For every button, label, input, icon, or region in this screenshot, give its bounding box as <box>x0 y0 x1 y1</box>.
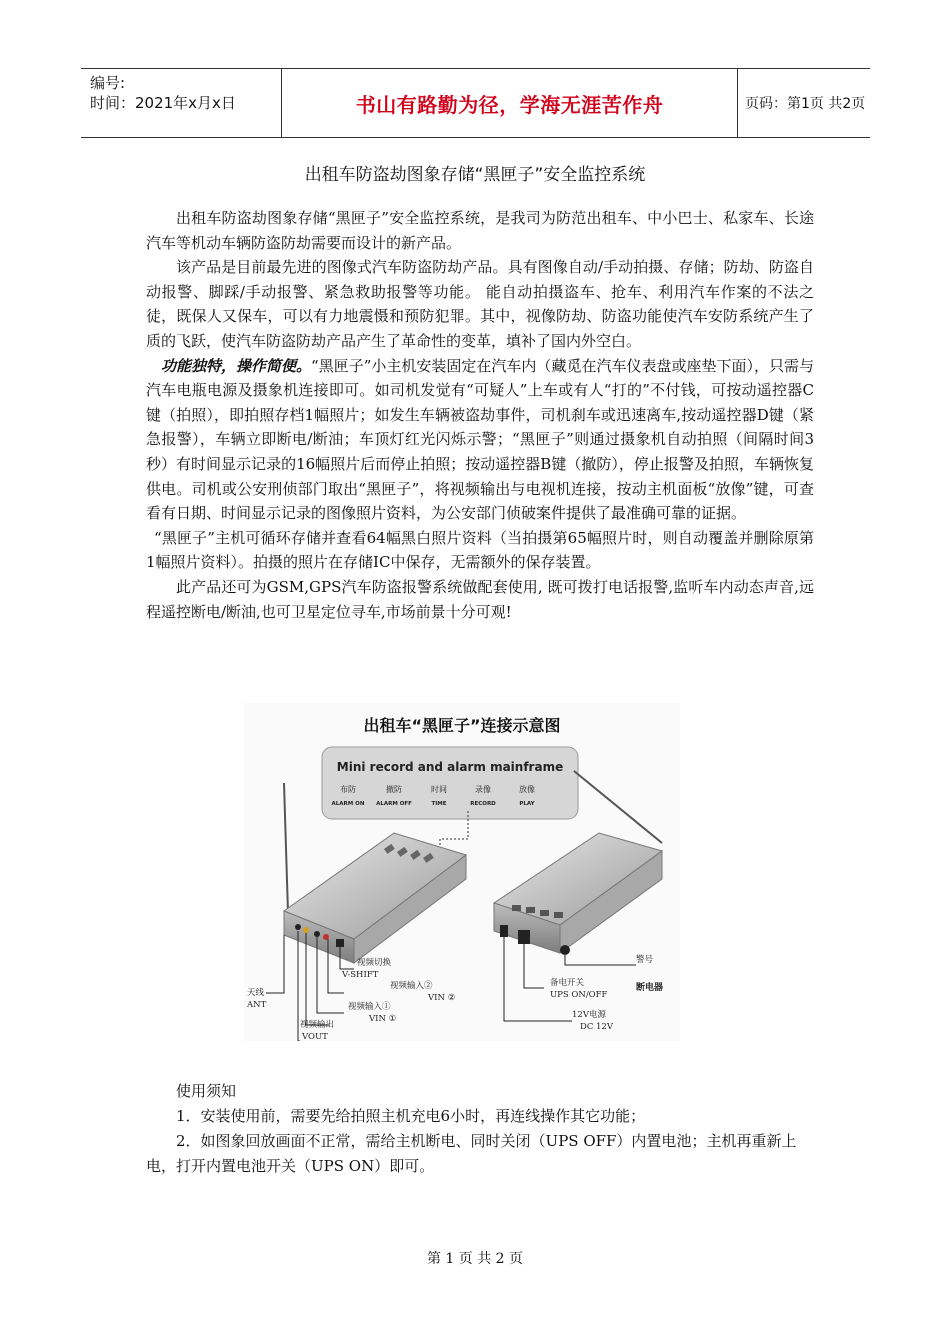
btn-play-cn: 放像 <box>519 785 535 794</box>
paragraph-intro: 出租车防盗劫图象存储“黑匣子”安全监控系统，是我司为防范出租车、中小巴士、私家车、长途汽车等机动车辆防盗防劫需要而设计的新产品。 <box>146 209 814 252</box>
paragraph-storage: “黑匣子”主机可循环存储并查看64幅黑白照片资料（当拍摄第65幅照片时，则自动覆盖并删除原第1幅照片资料）。拍摄的照片在存储IC中保存，无需额外的保存装置。 <box>146 528 814 572</box>
label-vin1-en: VIN ① <box>369 1014 397 1024</box>
label-alarm-cn: 警号 <box>636 955 654 965</box>
connection-diagram <box>244 703 680 1041</box>
label-vshift-cn: 视频切换 <box>357 958 392 968</box>
paragraph-operation-text: “黑匣子”小主机安装固定在汽车内（藏觅在汽车仪表盘或座垫下面），只需与汽车电瓶电源及摄象机连接即可。如司机发觉有“可疑人”上车或有人“打的”不付钱，可按动遥控器C键（拍照），即拍照存档1幅照片；如发生车辆被盗劫事件，司机刹车或迅速离车,按动遥控器D键（紧急报警），车辆立即断电/断油；车顶灯红光闪烁示警；“黑匣子”则通过摄象机自动拍照（间隔时间3秒）有时间显示记录的16幅照片后而停止拍照；按动遥控器B键（撤防），停止报警及拍照，车辆恢复供电。司机或公安刑侦部门取出“黑匣子”，将视频输出与电视机连接，按动主机面板“放像”键，可查看有日期、时间显示记录的图像照片资料，为公安部门侦破案件提供了最准确可靠的证据。 <box>146 356 814 523</box>
antenna-left <box>284 783 288 913</box>
label-vin2-en: VIN ② <box>428 993 456 1003</box>
label-vin1-cn: 视频输入① <box>348 1002 391 1012</box>
label-cutoff-cn: 断电器 <box>636 983 664 993</box>
document-body <box>146 206 814 624</box>
btn-alarm-on-en: ALARM ON <box>331 801 365 807</box>
page-header <box>81 68 870 138</box>
btn-alarm-off-cn: 撤防 <box>386 785 402 794</box>
paragraph-operation-lead: 功能独特，操作简便。 <box>161 356 312 375</box>
header-meta <box>81 69 281 137</box>
label-ups-en: UPS ON/OFF <box>550 990 608 1000</box>
note-item-1: 1．安装使用前，需要先给拍照主机充电6小时，再连线操作其它功能； <box>176 1107 646 1125</box>
page-footer: 第 1 页 共 2 页 <box>426 1251 524 1267</box>
usage-notes <box>146 1079 814 1179</box>
btn-time-cn: 时间 <box>431 785 447 794</box>
label-dc-en: DC 12V <box>580 1022 613 1032</box>
label-vin2-cn: 视频输入② <box>390 981 433 991</box>
diagram-title: 出租车“黑匣子”连接示意图 <box>363 716 561 735</box>
label-dc-cn: 12V电源 <box>572 1010 606 1020</box>
document-code: 编号: <box>90 74 126 92</box>
btn-alarm-on-cn: 布防 <box>340 785 356 794</box>
note-item-2: 2．如图象回放画面不正常，需给主机断电、同时关闭（UPS OFF）内置电池；主机再重新上电，打开内置电池开关（UPS ON）即可。 <box>146 1132 797 1175</box>
paragraph-features: 该产品是目前最先进的图像式汽车防盗防劫产品。具有图像自动/手动拍摄、存储；防劫、防盗自动报警、脚踩/手动报警、紧急救助报警等功能。 能自动拍摄盗车、抢车、利用汽车作案的不法之徒，既保人又保车，可以有力地震慑和预防犯罪。其中，视像防劫、防盗功能使汽车安防系统产生了质的飞跃，使汽车防盗防劫产品产生了革命性的变革，填补了国内外空白。 <box>146 258 814 350</box>
label-ups-cn: 备电开关 <box>550 978 585 988</box>
btn-play-en: PLAY <box>519 801 535 807</box>
control-panel <box>322 747 578 819</box>
label-vout-cn: 视频输出 <box>300 1020 335 1030</box>
btn-record-en: RECORD <box>470 801 496 807</box>
btn-record-cn: 录像 <box>475 785 491 794</box>
antenna-right <box>574 771 662 843</box>
document-title: 出租车防盗劫图象存储“黑匣子”安全监控系统 <box>304 165 646 185</box>
label-vout-en: VOUT <box>302 1032 328 1041</box>
header-page-cell <box>737 69 870 137</box>
btn-alarm-off-en: ALARM OFF <box>376 801 412 807</box>
panel-title: Mini record and alarm mainframe <box>336 760 564 774</box>
document-time: 时间：2021年x月x日 <box>90 94 236 112</box>
label-vshift-en: V-SHIFT <box>342 970 379 980</box>
label-ant-en: ANT <box>247 1000 267 1010</box>
btn-time-en: TIME <box>431 801 447 807</box>
header-page-number: 页码：第1页 共2页 <box>745 96 866 112</box>
header-motto-cell <box>281 69 738 137</box>
notes-heading: 使用须知 <box>176 1082 237 1100</box>
paragraph-operation <box>146 354 814 526</box>
diagram-illustration <box>244 703 680 1041</box>
label-ant-cn: 天线 <box>247 988 265 998</box>
paragraph-gsm: 此产品还可为GSM,GPS汽车防盗报警系统做配套使用, 既可拨打电话报警,监听车内动态声音,远程遥控断电/断油,也可卫星定位寻车,市场前景十分可观! <box>146 577 814 621</box>
header-motto: 书山有路勤为径，学海无涯苦作舟 <box>355 92 664 117</box>
